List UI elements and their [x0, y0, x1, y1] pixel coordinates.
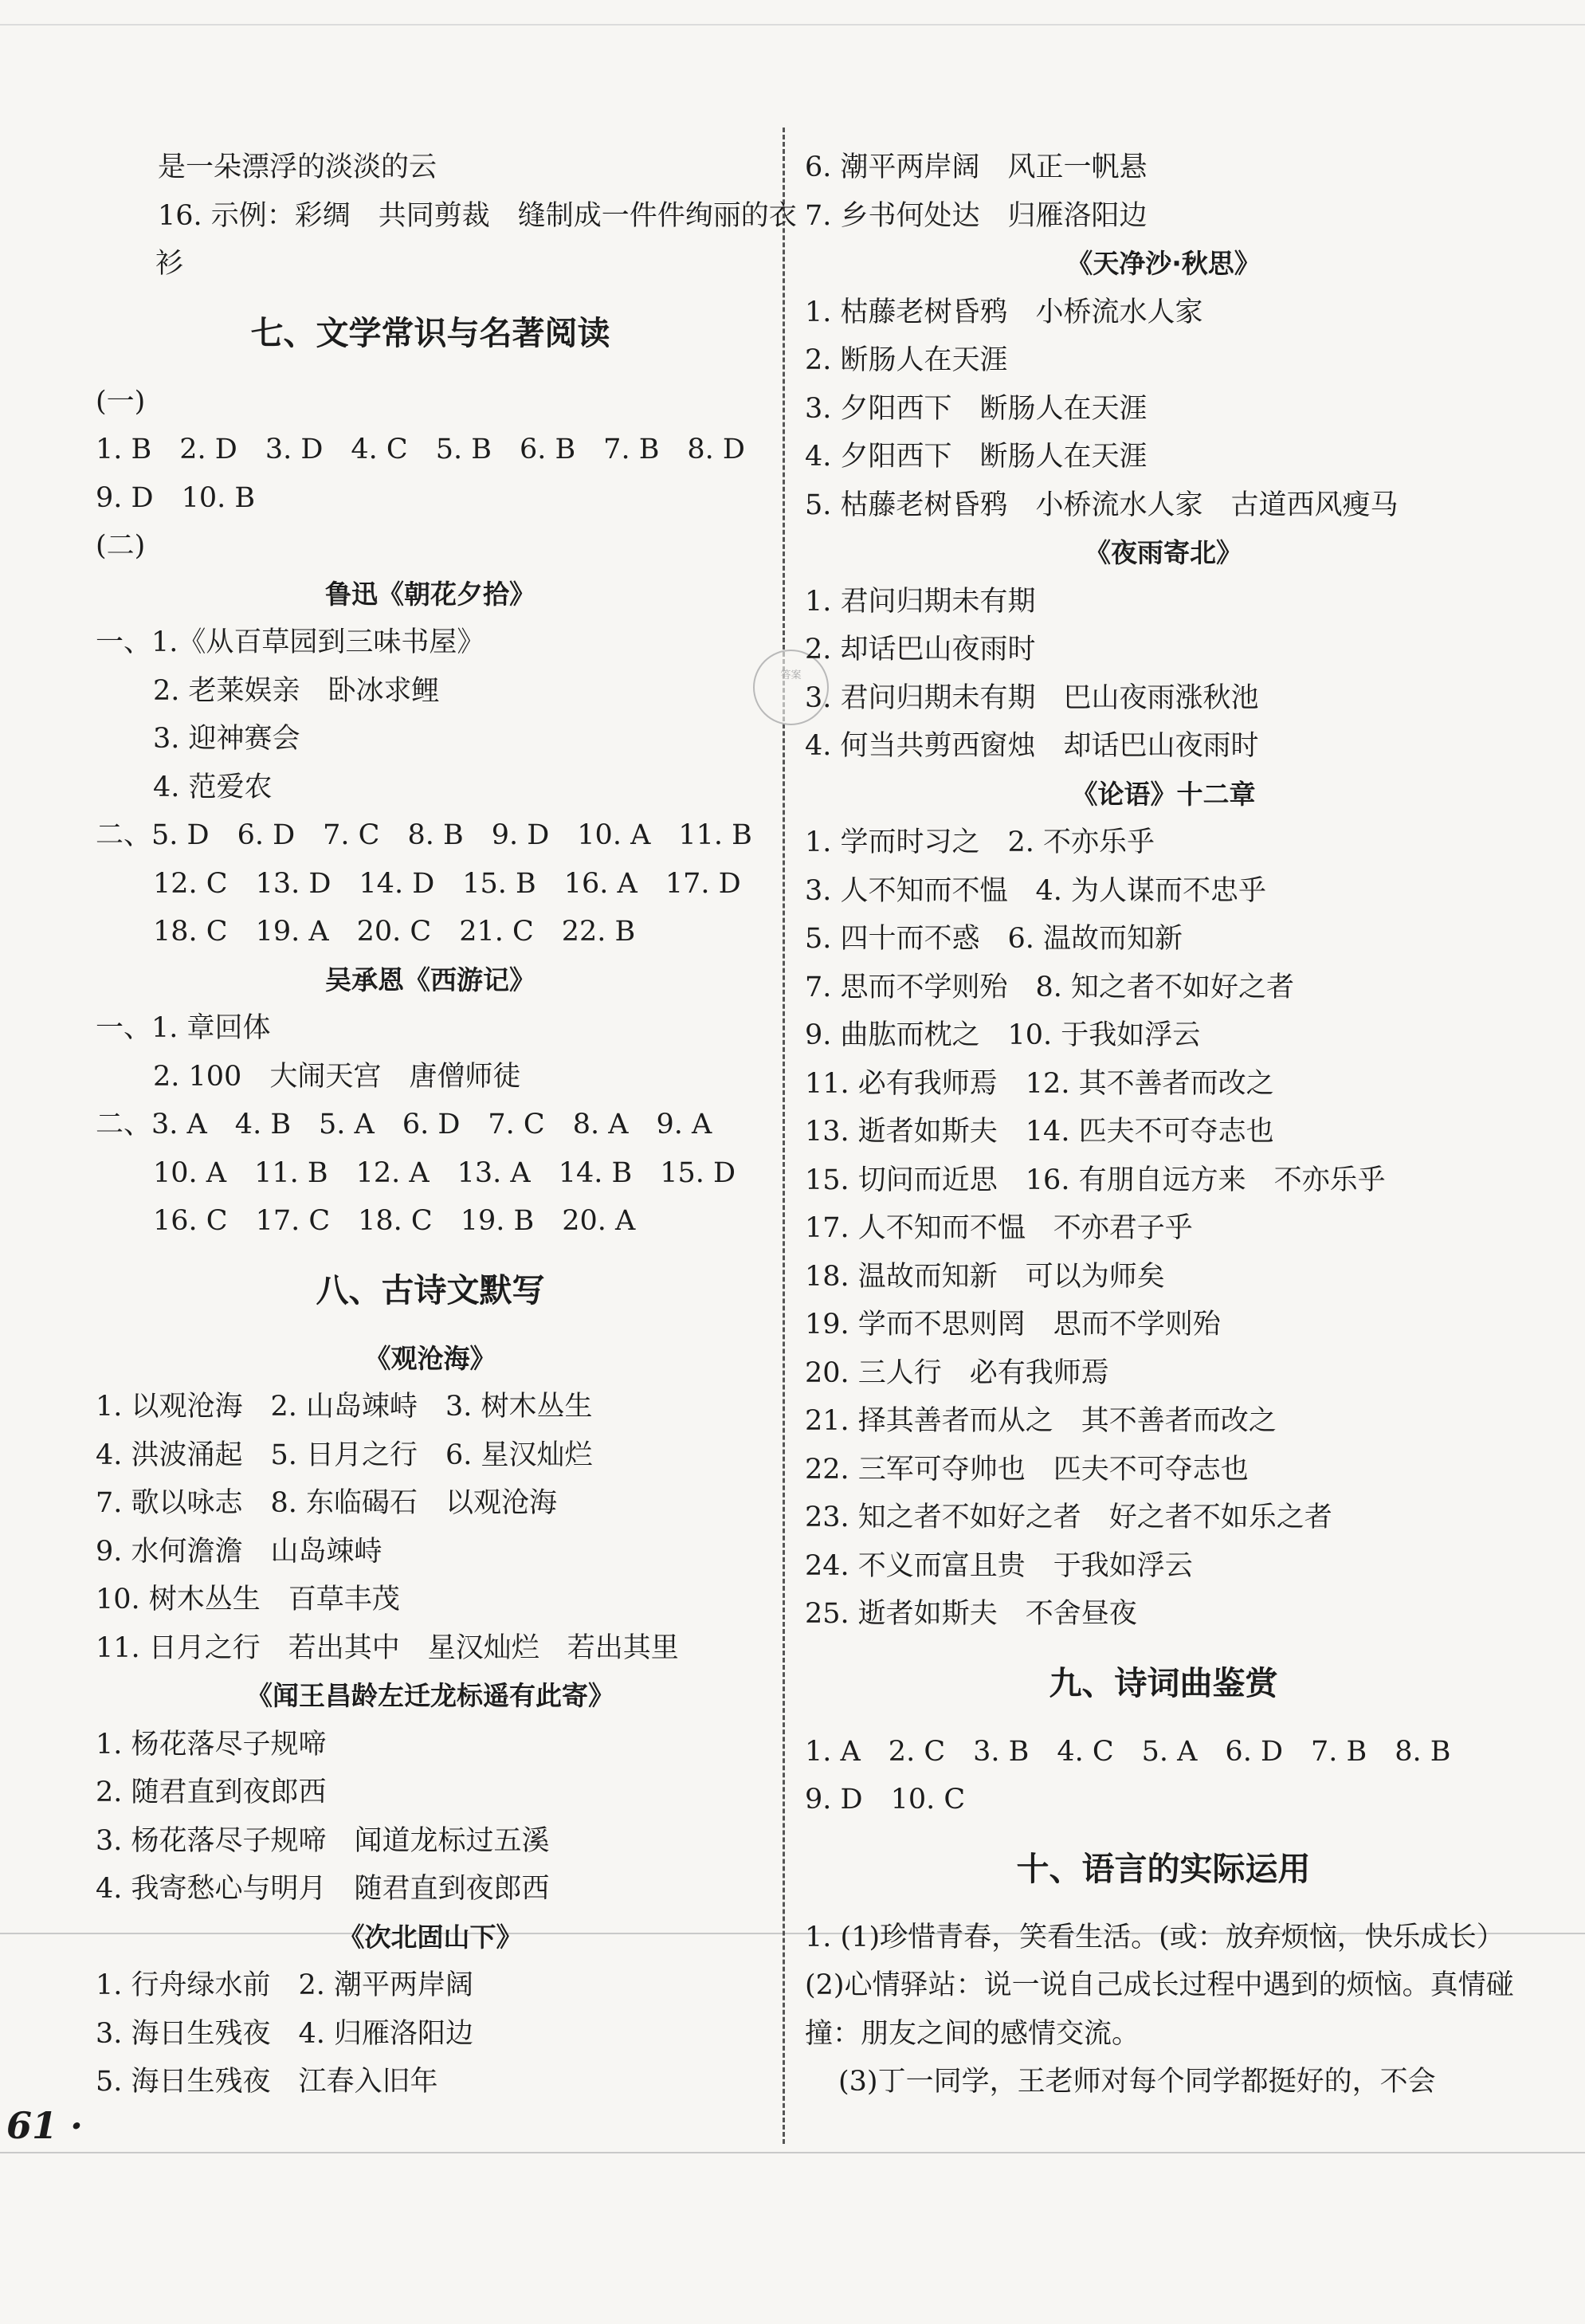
answer-line: 9. 曲肱而枕之 10. 于我如浮云 — [805, 1019, 1201, 1051]
answer-line: 2. 断肠人在天涯 — [805, 344, 1008, 376]
answer-line: 23. 知之者不如好之者 好之者不如乐之者 — [805, 1502, 1332, 1533]
answer-line: 1. 学而时习之 2. 不亦乐乎 — [805, 826, 1155, 858]
answer-line: 1. 枯藤老树昏鸦 小桥流水人家 — [805, 296, 1203, 328]
answer-line: 12. C 13. D 14. D 15. B 16. A 17. D — [153, 867, 741, 900]
subsection-title: 鲁迅《朝花夕拾》 — [325, 578, 536, 610]
answer-line: 18. 温故而知新 可以为师矣 — [805, 1260, 1165, 1293]
answer-line: 3. 君问归期未有期 巴山夜雨涨秋池 — [805, 681, 1259, 714]
answer-line: 1. A 2. C 3. B 4. C 5. A 6. D 7. B 8. B — [805, 1735, 1451, 1768]
answer-paragraph: 1. (1)珍惜青春，笑看生活。(或：放弃烦恼，快乐成长）(2)心情驿站：说一说自己成长过程中遇到的烦恼。真情碰撞：朋友之间的感情交流。 — [805, 1921, 1514, 2050]
subsection-title: 《天净沙·秋思》 — [1066, 248, 1261, 279]
part-label: (二) — [96, 530, 146, 562]
right-column — [805, 143, 1522, 2106]
column-divider — [783, 128, 785, 2144]
answer-line: 19. 学而不思则罔 思而不学则殆 — [805, 1309, 1221, 1341]
answer-line: 15. 切问而近思 16. 有朋自远方来 不亦乐乎 — [805, 1164, 1386, 1196]
answer-line: 4. 夕阳西下 断肠人在天涯 — [805, 441, 1148, 473]
watermark-text: 答案 — [780, 669, 802, 681]
answer-line: 7. 思而不学则殆 8. 知之者不如好之者 — [805, 971, 1295, 1003]
answer-line: 2. 100 大闹天宫 唐僧师徒 — [153, 1060, 521, 1093]
answer-line: 16. C 17. C 18. C 19. B 20. A — [153, 1205, 636, 1237]
answer-line: 11. 日月之行 若出其中 星汉灿烂 若出其里 — [96, 1631, 679, 1664]
answer-line: 5. 四十而不惑 6. 温故而知新 — [805, 923, 1183, 955]
answer-line: 13. 逝者如斯夫 14. 匹夫不可夺志也 — [805, 1116, 1274, 1148]
part-label: (一) — [96, 385, 146, 418]
answer-line: 18. C 19. A 20. C 21. C 22. B — [153, 916, 636, 948]
answer-line: 9. 水何澹澹 山岛竦峙 — [96, 1535, 383, 1568]
answer-line: 25. 逝者如斯夫 不舍昼夜 — [805, 1598, 1137, 1630]
subsection-title: 《论语》十二章 — [1071, 778, 1256, 810]
text-line: 是一朵漂浮的淡淡的云 — [158, 151, 437, 183]
answer-line: 7. 乡书何处达 归雁洛阳边 — [805, 199, 1148, 232]
answer-line: 3. 杨花落尽子规啼 闻道龙标过五溪 — [96, 1824, 550, 1857]
answer-line: 一、1.《从百草园到三味书屋》 — [96, 626, 485, 658]
subsection-title: 《夜雨寄北》 — [1085, 537, 1242, 568]
answer-line: 3. 人不知而不愠 4. 为人谋而不忠乎 — [805, 874, 1267, 907]
answer-line: 4. 我寄愁心与明月 随君直到夜郎西 — [96, 1873, 550, 1905]
answer-line: 21. 择其善者而从之 其不善者而改之 — [805, 1405, 1277, 1437]
subsection-title: 吴承恩《西游记》 — [325, 964, 536, 995]
scan-rule-top — [0, 24, 1585, 26]
subsection-title: 《观沧海》 — [364, 1342, 496, 1374]
answer-line: 7. 歌以咏志 8. 东临碣石 以观沧海 — [96, 1487, 558, 1519]
scan-rule-bottom — [0, 2152, 1585, 2153]
answer-line: 1. 以观沧海 2. 山岛竦峙 3. 树木丛生 — [96, 1391, 593, 1423]
answer-line: 4. 范爱农 — [153, 771, 273, 803]
answer-line: 一、1. 章回体 — [96, 1012, 271, 1044]
answer-line: 1. B 2. D 3. D 4. C 5. B 6. B 7. B 8. D — [96, 434, 745, 465]
answer-line: 9. D 10. C — [805, 1784, 966, 1816]
answer-line: 6. 潮平两岸阔 风正一帆悬 — [805, 151, 1148, 183]
answer-line: 11. 必有我师焉 12. 其不善者而改之 — [805, 1067, 1274, 1100]
answer-line: 10. 树木丛生 百草丰茂 — [96, 1584, 400, 1615]
answer-line: 24. 不义而富且贵 于我如浮云 — [805, 1549, 1193, 1582]
answer-line: 2. 老莱娱亲 卧冰求鲤 — [153, 674, 440, 707]
answer-line: 17. 人不知而不愠 不亦君子乎 — [805, 1212, 1193, 1244]
text-line: 衫 — [155, 248, 184, 280]
section-title-10: 十、语言的实际运用 — [1016, 1849, 1311, 1888]
answer-line: 2. 却话巴山夜雨时 — [805, 634, 1036, 665]
subsection-title: 《闻王昌龄左迁龙标遥有此寄》 — [246, 1680, 614, 1711]
text-line: 16. 示例：彩绸 共同剪裁 缝制成一件件绚丽的衣 — [158, 199, 797, 232]
page-number: 61 · — [6, 2104, 84, 2147]
answer-line: 4. 洪波涌起 5. 日月之行 6. 星汉灿烂 — [96, 1439, 593, 1471]
answer-line: 5. 海日生残夜 江春入旧年 — [96, 2066, 438, 2098]
answer-line: 9. D 10. B — [96, 481, 256, 514]
answer-line: 二、5. D 6. D 7. C 8. B 9. D 10. A 11. B — [96, 819, 752, 851]
answer-line: 22. 三军可夺帅也 匹夫不可夺志也 — [805, 1453, 1249, 1486]
answer-line: 1. 行舟绿水前 2. 潮平两岸阔 — [96, 1969, 474, 2001]
answer-line: 3. 海日生残夜 4. 归雁洛阳边 — [96, 2017, 474, 2050]
answer-line: 5. 枯藤老树昏鸦 小桥流水人家 古道西风瘦马 — [805, 489, 1399, 521]
subsection-title: 《次北固山下》 — [338, 1921, 523, 1953]
section-title-8: 八、古诗文默写 — [316, 1270, 545, 1309]
answer-line: 10. A 11. B 12. A 13. A 14. B 15. D — [153, 1156, 736, 1189]
answer-line: 1. 君问归期未有期 — [805, 585, 1036, 618]
answer-line: 4. 何当共剪西窗烛 却话巴山夜雨时 — [805, 730, 1259, 762]
answer-line: 二、3. A 4. B 5. A 6. D 7. C 8. A 9. A — [96, 1109, 712, 1140]
answer-line: 2. 随君直到夜郎西 — [96, 1776, 327, 1808]
answer-line: 3. 迎神赛会 — [153, 723, 300, 755]
answer-line: (3)丁一同学，王老师对每个同学都挺好的，不会 — [838, 2066, 1436, 2098]
answer-line: 3. 夕阳西下 断肠人在天涯 — [805, 392, 1148, 425]
answer-line: 1. 杨花落尽子规啼 — [96, 1728, 327, 1761]
answer-line: 20. 三人行 必有我师焉 — [805, 1356, 1109, 1389]
section-title-9: 九、诗词曲鉴赏 — [1049, 1663, 1278, 1702]
section-title-7: 七、文学常识与名著阅读 — [250, 313, 610, 352]
